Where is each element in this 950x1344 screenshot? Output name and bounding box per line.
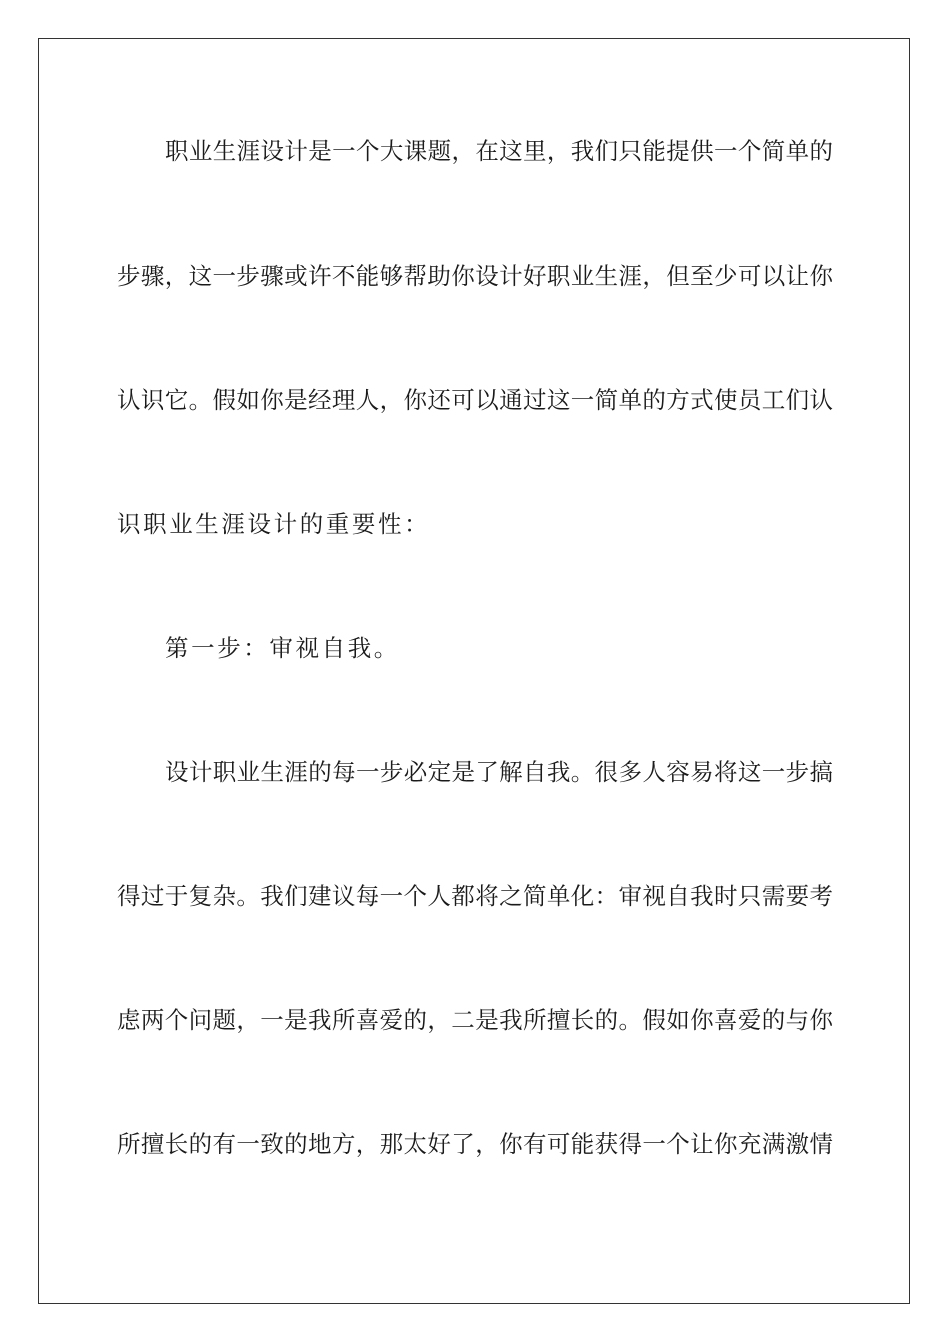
paragraph-3-line-2: 得过于复杂。我们建议每一个人都将之简单化：审视自我时只需要考 bbox=[117, 882, 833, 910]
paragraph-3-line-3: 虑两个问题，一是我所喜爱的，二是我所擅长的。假如你喜爱的与你 bbox=[117, 1006, 833, 1034]
paragraph-1-line-4: 识职业生涯设计的重要性： bbox=[117, 510, 431, 538]
paragraph-3-line-1: 设计职业生涯的每一步必定是了解自我。很多人容易将这一步搞 bbox=[165, 758, 833, 786]
paragraph-1-line-3: 认识它。假如你是经理人，你还可以通过这一简单的方式使员工们认 bbox=[117, 386, 833, 414]
page-frame bbox=[38, 38, 910, 1304]
paragraph-2-line-1: 第一步：审视自我。 bbox=[165, 634, 400, 662]
paragraph-1-line-2: 步骤，这一步骤或许不能够帮助你设计好职业生涯，但至少可以让你 bbox=[117, 262, 833, 290]
paragraph-3-line-4: 所擅长的有一致的地方，那太好了，你有可能获得一个让你充满激情 bbox=[117, 1130, 833, 1158]
paragraph-1-line-1: 职业生涯设计是一个大课题，在这里，我们只能提供一个简单的 bbox=[165, 137, 833, 165]
